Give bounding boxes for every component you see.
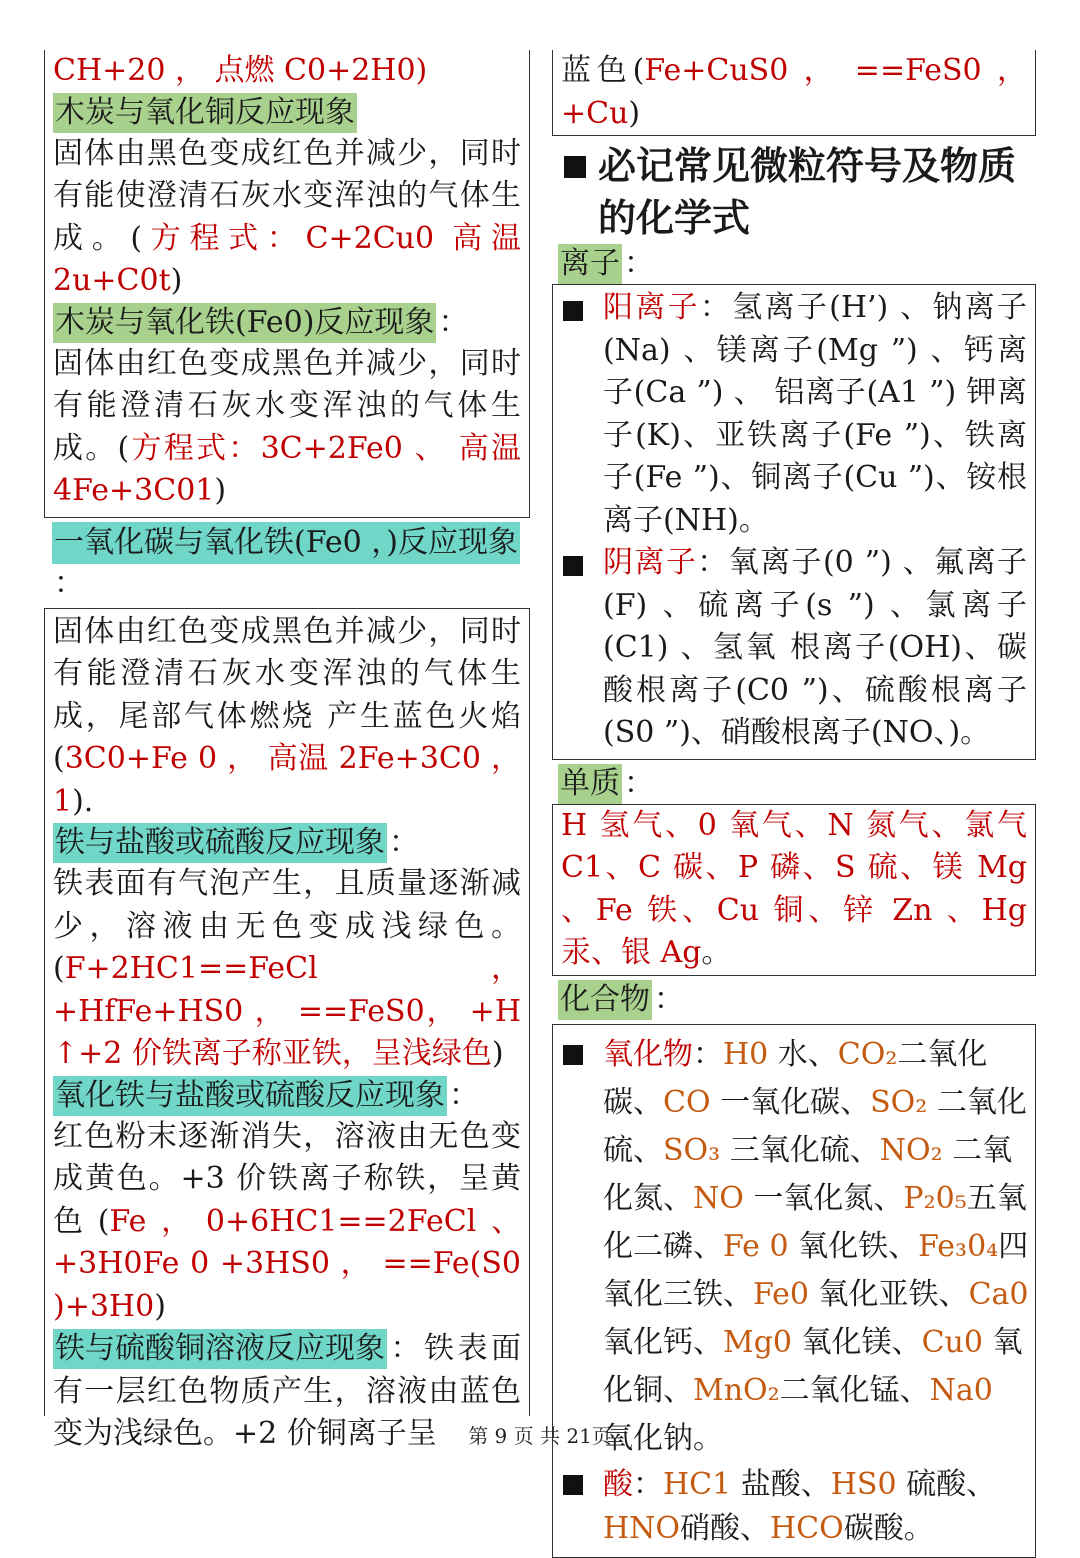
oxide-item: 氧化物：H0 水、CO₂二氧化碳、CO 一氧化碳、SO₂ 二氧化硫、SO₃ 三氧化硫、NO₂ 二氧化氮、NO 一氧化氮、P₂0₅五氧化二磷、Fe 0 氧化铁、Fe₃0₄四氧化三铁、Fe0 氧化亚铁、Ca0 氧化钙、Mg0 氧化镁、Cu0 氧化铜、MnO₂二氧化锰、Na0 氧化钠。: [557, 1031, 1029, 1463]
oxide-formula: NO: [693, 1180, 744, 1216]
acid-formula: HS0: [830, 1466, 897, 1502]
acid-name: 硝酸、: [680, 1510, 771, 1546]
reaction-line: CH+20 ， 点燃 C0+2H0): [53, 53, 428, 88]
oxide-formula: H0: [723, 1036, 769, 1072]
heading-elements: 单质 ：: [552, 760, 1036, 804]
heading-co-feo: 一氧化碳与氧化铁(Fe0 ，)反应现象：: [44, 518, 530, 608]
right-top-box: 蓝色(Fe+CuS0 ， ==FeS0 ， +Cu): [552, 50, 1036, 136]
oxide-formula: CO₂: [837, 1036, 898, 1072]
oxide-formula: Fe₃0₄: [918, 1228, 999, 1264]
oxide-formula: Mg0: [723, 1324, 793, 1360]
para-fe2o3-acid: 红色粉末逐渐消失，溶液由无色变成黄色。+3 价铁离子称铁，呈黄色(Fe，0+6HC1==2FeCl、+3H0Fe 0 +3HS0 ， ==Fe(S0 )+3H0): [53, 1118, 521, 1324]
para-charcoal-cuo: 固体由黑色变成红色并减少，同时有能使澄清石灰水变浑浊的气体生成。(方程式：C+2Cu0 高温 2u+C0t): [53, 135, 521, 298]
oxide-name: 一氧化碳、: [710, 1084, 871, 1120]
para-fe-cuso4: 铁与硫酸铜溶液反应现象：铁表面有一层红色物质产生，溶液由蓝色变为浅绿色。+2 价铜离子呈: [53, 1331, 521, 1451]
anion-item: 阴离子：氧离子(0 ”) 、氟离子(F) 、硫离子(s ”) 、氯离子(C1) 、氢氧 根离子(OH)、碳酸根离子(C0 ”)、硫酸根离子(S0 ”)、硝酸根离子(NO、)。: [557, 542, 1027, 755]
acid-name: 碳酸。: [843, 1510, 934, 1546]
oxide-formula: SO₃: [663, 1132, 721, 1168]
oxide-formula: Fe0: [753, 1276, 810, 1312]
acid-name: 硫酸、: [896, 1466, 997, 1502]
acid-item: 酸：HC1 盐酸、HS0 硫酸、HNO硝酸、HCO碳酸。: [557, 1463, 1029, 1551]
oxide-name: 二氧化锰、: [779, 1372, 930, 1408]
oxide-formula: P₂0₅: [903, 1180, 967, 1216]
oxide-name: 氧化亚铁、: [809, 1276, 969, 1312]
para-charcoal-feo: 固体由红色变成黑色并减少，同时有能澄清石灰水变浑浊的气体生成。(方程式：3C+2Fe0 、 高温 4Fe+3C01): [53, 345, 521, 508]
acid-name: 盐酸、: [731, 1466, 831, 1502]
oxide-formula: Fe 0: [723, 1228, 789, 1264]
oxide-name: 一氧化氮、: [743, 1180, 904, 1216]
square-bullet-icon: [563, 1475, 583, 1495]
acid-formula: HCO: [770, 1510, 844, 1546]
square-bullet-icon: [563, 556, 583, 576]
para-co-feo: 固体由红色变成黑色并减少，同时有能澄清石灰水变浑浊的气体生成，尾部气体燃烧 产生蓝色火焰(3C0+Fe 0 ， 高温 2Fe+3C0 ， 1).: [53, 613, 521, 819]
heading-fe2o3-acid: 氧化铁与盐酸或硫酸反应现象 ：: [53, 1076, 521, 1116]
oxide-name: 水、: [768, 1036, 838, 1072]
oxide-formula: NO₂: [879, 1132, 943, 1168]
left-box-1: [44, 50, 530, 518]
section-title: 必记常见微粒符号及物质的化学式: [552, 140, 1036, 244]
oxide-formula: SO₂: [870, 1084, 928, 1120]
square-bullet-icon: [563, 1045, 583, 1065]
oxide-name: 氧化钠。: [603, 1420, 723, 1456]
right-column: [552, 50, 1036, 1558]
compounds-box: [552, 1024, 1036, 1558]
heading-fe-acid: 铁与盐酸或硫酸反应现象 ：: [53, 823, 521, 863]
oxide-name: 三氧化硫、: [720, 1132, 880, 1168]
heading-compounds: 化合物 ：: [552, 976, 1036, 1024]
elements-box: H 氢气、0 氧气、N 氮气、氯气 C1、C 碳、P 磷、S 硫、镁 Mg 、Fe 铁、Cu 铜、锌 Zn 、Hg 汞、银 Ag。: [552, 804, 1036, 976]
oxide-name: 氧化铜、: [603, 1324, 1023, 1408]
square-bullet-icon: [564, 156, 586, 178]
acid-formula: HNO: [603, 1510, 681, 1546]
oxide-name: 氧化镁、: [792, 1324, 922, 1360]
left-box-2: [44, 608, 530, 1451]
heading-charcoal-feo: 木炭与氧化铁(Fe0)反应现象 ：: [53, 303, 521, 343]
oxide-name: 二氧化硫、: [603, 1084, 1027, 1168]
square-bullet-icon: [563, 301, 583, 321]
oxide-name: 氧化钙、: [603, 1324, 723, 1360]
para-fe-acid: 铁表面有气泡产生，且质量逐渐减少，溶液由无色变成浅绿色。(F+2HC1==FeCl ， +HfFe+HS0 ， ==FeS0， +H ↑+2 价铁离子称亚铁，呈浅绿色): [53, 866, 521, 1071]
oxide-name: 氧化铁、: [788, 1228, 919, 1264]
ions-box: [552, 284, 1036, 760]
acid-formula: HC1: [663, 1466, 732, 1502]
oxide-name: 二氧化碳、: [603, 1036, 988, 1120]
oxide-name: 四氧化三铁、: [603, 1228, 1029, 1312]
left-column: [44, 50, 530, 1451]
cation-item: 阳离子：氢离子(H’) 、钠离子(Na) 、镁离子(Mg ”) 、钙离子(Ca ”) 、 铝离子(A1 ”) 钾离子(K)、亚铁离子(Fe ”)、铁离子(Fe ”)、铜离子(Cu ”)、铵根离子(NH)。: [557, 287, 1027, 542]
oxide-formula: Cu0: [921, 1324, 983, 1360]
oxide-formula: CO: [663, 1084, 711, 1120]
oxide-name: 五氧化二磷、: [603, 1180, 1027, 1264]
oxide-name: 二氧化氮、: [603, 1132, 1013, 1216]
oxide-formula: Na0: [929, 1372, 993, 1408]
page-footer: 第 9 页 共 21页: [468, 1424, 612, 1448]
oxide-formula: MnO₂: [693, 1372, 780, 1408]
oxide-formula: Ca0: [968, 1276, 1029, 1312]
heading-charcoal-cuo: 木炭与氧化铜反应现象: [53, 93, 521, 133]
heading-ions: 离子 ：: [552, 244, 1036, 284]
